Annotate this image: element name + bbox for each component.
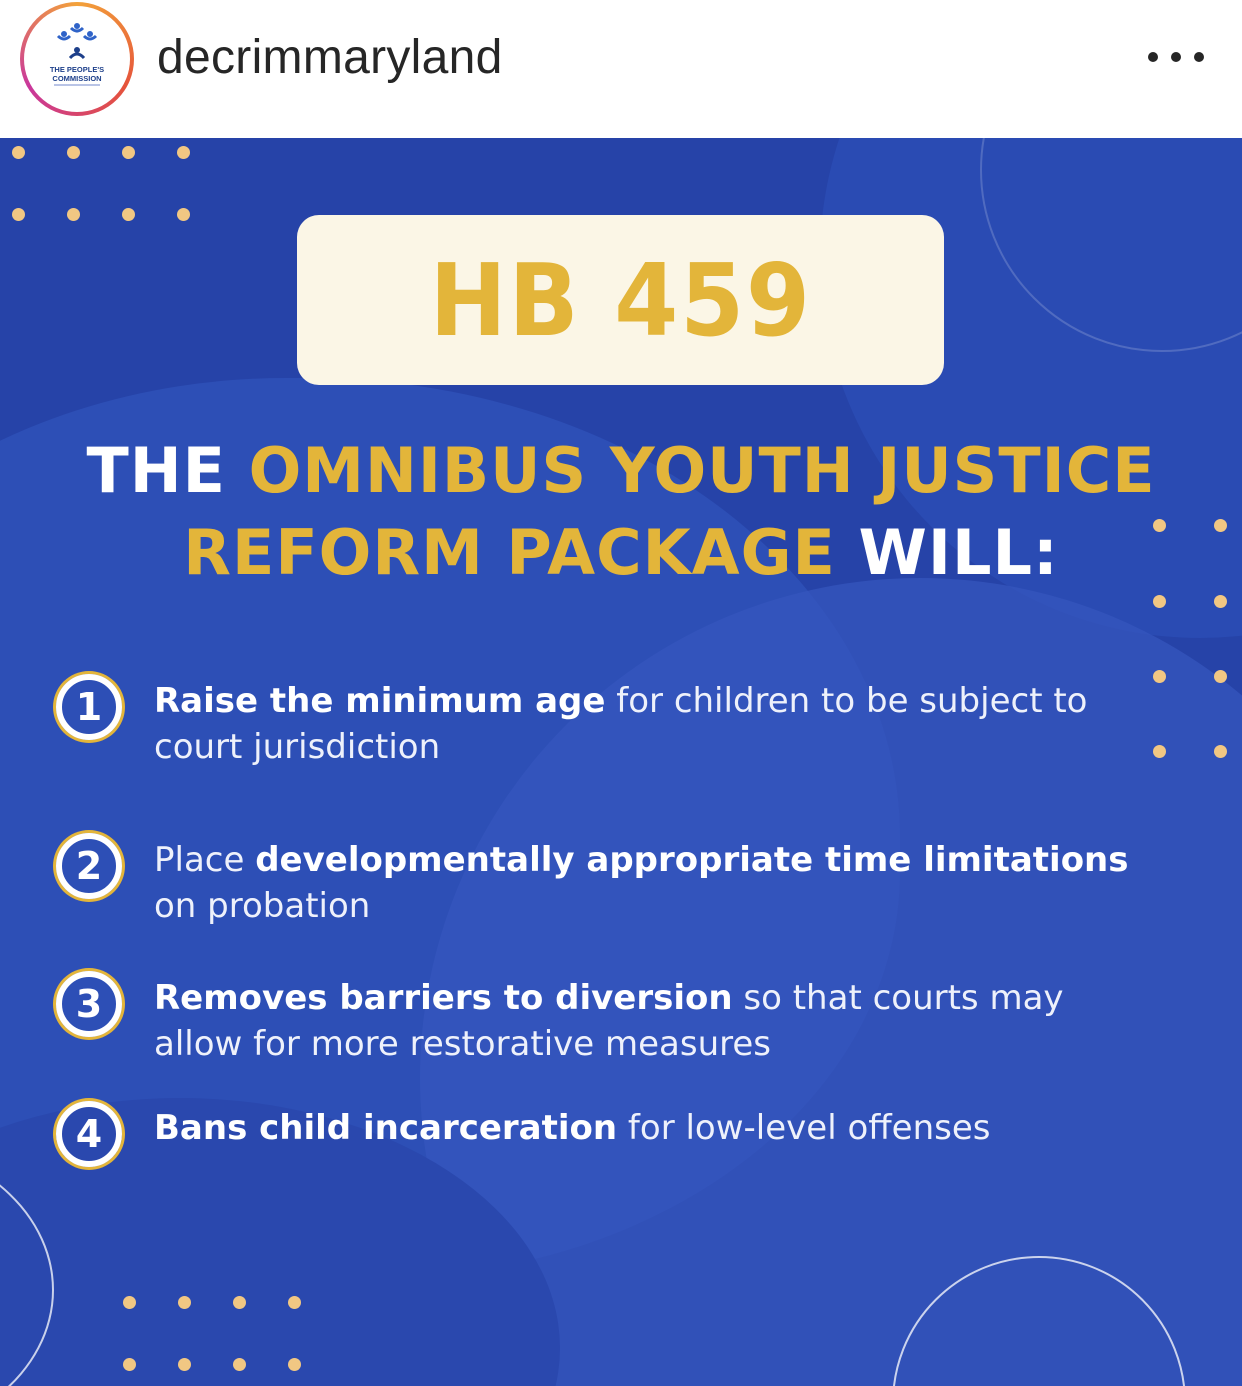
username-link[interactable]: decrimmaryland xyxy=(157,31,503,84)
decorative-dot xyxy=(1153,595,1166,608)
more-dot xyxy=(1148,52,1158,62)
list-item xyxy=(56,975,1156,1067)
more-dot xyxy=(1194,52,1204,62)
decorative-dot xyxy=(12,146,25,159)
number-badge: 3 xyxy=(56,971,122,1037)
decorative-dot xyxy=(122,208,135,221)
item-bold: developmentally appropriate time limitations xyxy=(255,840,1129,880)
item-bold: Bans child incarceration xyxy=(154,1108,618,1148)
decorative-dot xyxy=(1214,595,1227,608)
avatar-image xyxy=(24,6,130,112)
item-rest: for low-level offenses xyxy=(617,1108,991,1148)
item-lead: Place xyxy=(154,840,256,880)
list-item xyxy=(56,1105,1156,1167)
decorative-dot xyxy=(178,1358,191,1371)
decorative-dot xyxy=(1214,519,1227,532)
decorative-dot xyxy=(178,1296,191,1309)
svg-text:COMMISSION: COMMISSION xyxy=(52,74,102,83)
list-item-text xyxy=(154,837,1144,929)
decorative-dot xyxy=(122,146,135,159)
post-image[interactable] xyxy=(0,138,1242,1386)
decorative-dot xyxy=(1214,745,1227,758)
headline-highlight: OMNIBUS YOUTH JUSTICE xyxy=(248,434,1156,507)
list-item xyxy=(56,837,1156,929)
decorative-dot xyxy=(288,1296,301,1309)
decorative-dot xyxy=(233,1358,246,1371)
list-item-text xyxy=(154,1105,1144,1151)
post-header xyxy=(0,0,1242,138)
more-options-icon[interactable] xyxy=(1148,42,1204,72)
headline-part: WILL: xyxy=(835,516,1059,589)
list-item-text xyxy=(154,975,1144,1067)
headline xyxy=(30,430,1212,594)
number-badge: 4 xyxy=(56,1101,122,1167)
decorative-dot xyxy=(67,146,80,159)
bill-number: HB 459 xyxy=(429,241,812,359)
headline-part: THE xyxy=(86,434,249,507)
number-badge: 1 xyxy=(56,674,122,740)
item-rest: for children to be subject to court jurisdiction xyxy=(154,681,1088,767)
list-item-text xyxy=(154,678,1144,770)
list-item xyxy=(56,678,1156,770)
bill-badge xyxy=(297,215,944,385)
decorative-dot xyxy=(288,1358,301,1371)
item-rest: on probation xyxy=(154,886,371,926)
peoples-commission-logo xyxy=(24,6,130,112)
decorative-dot xyxy=(177,146,190,159)
avatar[interactable] xyxy=(20,2,134,116)
item-bold: Raise the minimum age xyxy=(154,681,606,721)
decorative-dot xyxy=(67,208,80,221)
more-dot xyxy=(1171,52,1181,62)
headline-highlight: REFORM PACKAGE xyxy=(183,516,836,589)
item-bold: Removes barriers to diversion xyxy=(154,978,733,1018)
decorative-dot xyxy=(123,1358,136,1371)
decorative-dot xyxy=(12,208,25,221)
decorative-dot xyxy=(177,208,190,221)
number-badge: 2 xyxy=(56,833,122,899)
item-rest: so that courts may allow for more restorative measures xyxy=(154,978,1064,1064)
decorative-dot xyxy=(123,1296,136,1309)
decorative-dot xyxy=(1214,670,1227,683)
svg-text:THE PEOPLE'S: THE PEOPLE'S xyxy=(49,65,105,74)
decorative-dot xyxy=(233,1296,246,1309)
